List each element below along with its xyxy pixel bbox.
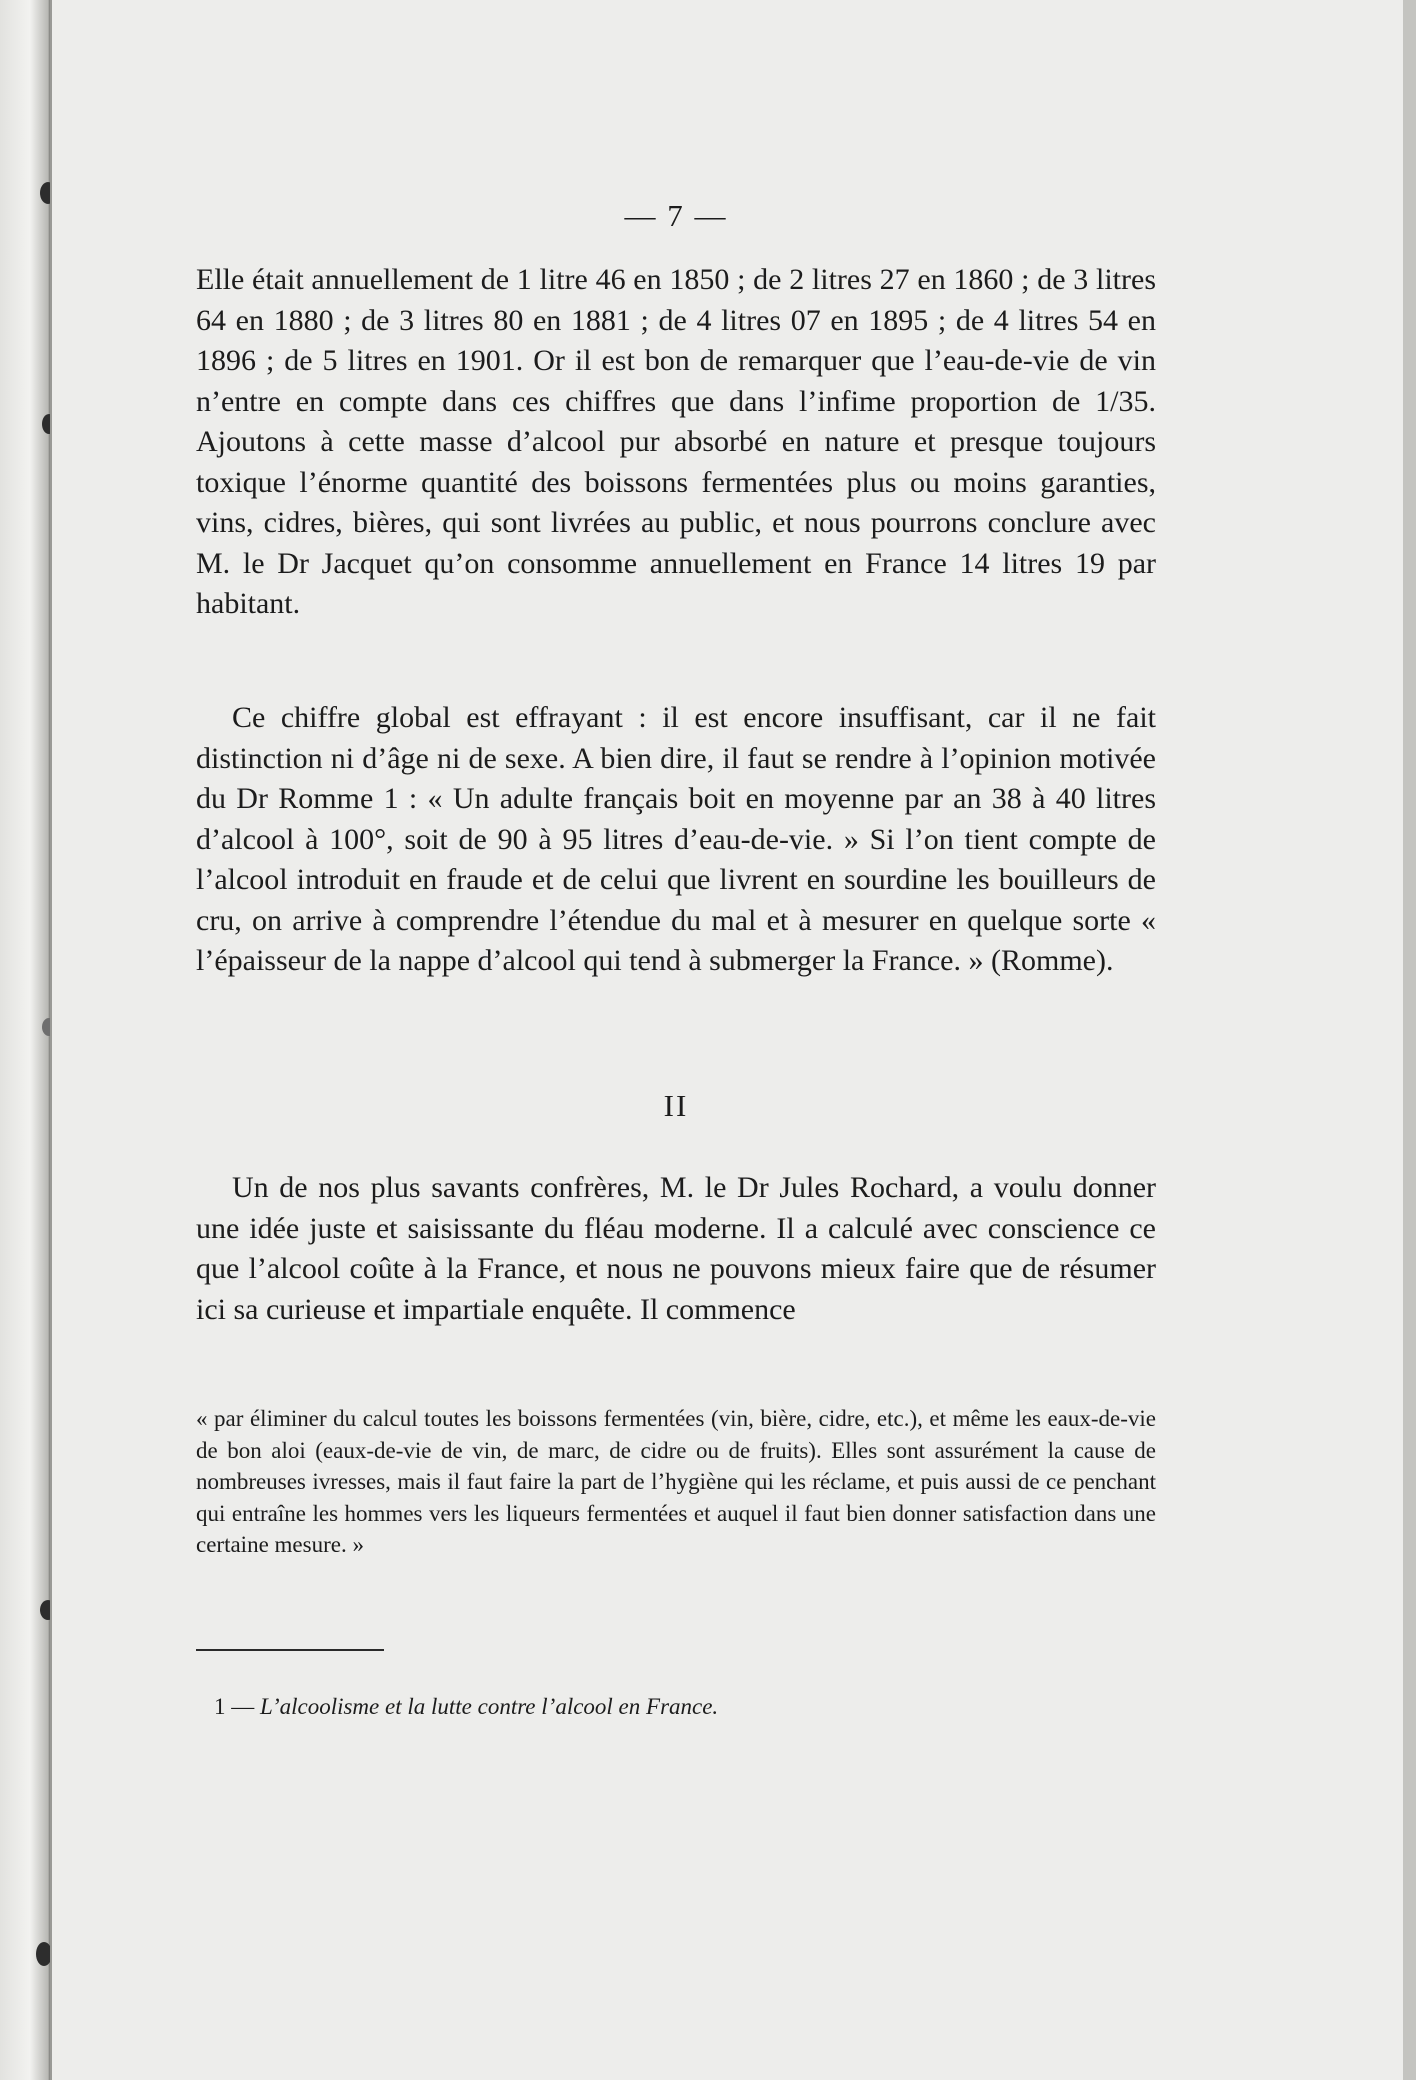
- footnote-title: L’alcoolisme et la lutte contre l’alcool en France.: [260, 1694, 719, 1719]
- quotation-block: « par éliminer du calcul toutes les boissons fermentées (vin, bière, cidre, etc.), et même les eaux-de-vie de bon aloi (eaux-de-vie de vin, de marc, de cidre ou de fruits). Elles sont assurément la cause de nombreuses ivresses, mais il faut faire la part de l’hygiène qui les réclame, et puis aussi de ce penchant qui entraîne les hommes vers les liqueurs fermentées et auquel il faut bien donner satisfaction dans une certaine mesure. »: [196, 1406, 1156, 1557]
- page-number: — 7 —: [624, 198, 728, 233]
- paragraph-global-figure: Ce chiffre global est effrayant : il est encore insuffisant, car il ne fait distinction ni d’âge ni de sexe. A bien dire, il faut se rendre à l’opinion motivée du Dr Romme 1 : « Un adulte français boit en moyenne par an 38 à 40 litres d’alcool à 100°, soit de 90 à 95 litres d’eau-de-vie. » Si l’on tient compte de l’alcool introduit en fraude et de celui que livrent en sourdine les bouilleurs de cru, on arrive à comprendre l’étendue du mal et à mesurer en quelque sorte « l’épaisseur de la nappe d’alcool qui tend à submerger la France. » (Romme).: [196, 701, 1156, 977]
- paragraph-consumption: Elle était annuellement de 1 litre 46 en 1850 ; de 2 litres 27 en 1860 ; de 3 litres 64 en 1880 ; de 3 litres 80 en 1881 ; de 4 litres 07 en 1895 ; de 4 litres 54 en 1896 ; de 5 litres en 1901. Or il est bon de remarquer que l’eau-de-vie de vin n’entre en compte dans ces chiffres que dans l’infime proportion de 1/35. Ajoutons à cette masse d’alcool pur absorbé en nature et presque toujours toxique l’énorme quantité des boissons fermentées plus ou moins garanties, vins, cidres, bières, qui sont livrées au public, et nous pourrons conclure avec M. le Dr Jacquet qu’on consomme annuellement en France 14 litres 19 par habitant.: [196, 263, 1156, 620]
- page-right-edge: [1403, 0, 1416, 2080]
- footnote-separator: [196, 1649, 384, 1651]
- footnote: [214, 1692, 1154, 1722]
- paragraph-rochard: Un de nos plus savants confrères, M. le Dr Jules Rochard, a voulu donner une idée juste et saisissante du fléau moderne. Il a calculé avec conscience ce que l’alcool coûte à la France, et nous ne pouvons mieux faire que de résumer ici sa curieuse et impartiale enquête. Il commence: [196, 1171, 1156, 1326]
- footnote-marker: 1 —: [214, 1694, 255, 1719]
- section-heading: II: [663, 1088, 689, 1123]
- binding-margin: [0, 0, 50, 2080]
